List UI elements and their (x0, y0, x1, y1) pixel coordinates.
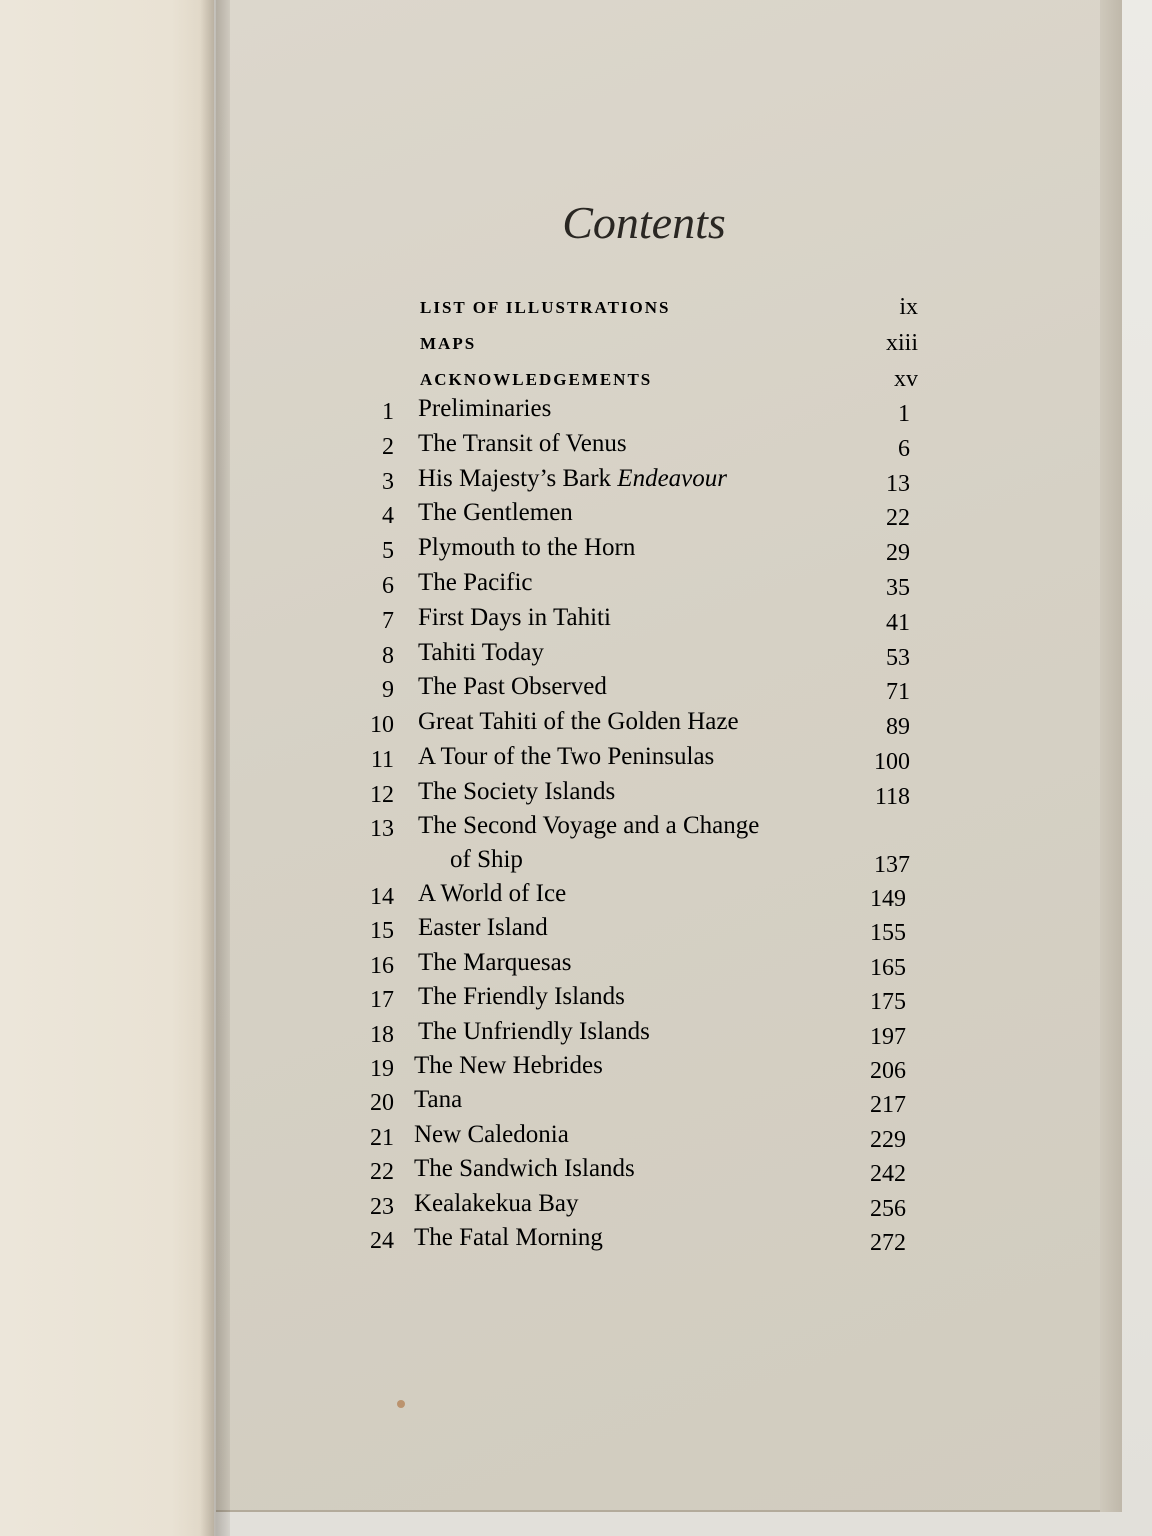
chapter-title (418, 639, 544, 667)
chapter-title-text: The Friendly Islands (418, 983, 625, 1010)
chapter-page: 155 (870, 920, 906, 946)
chapter-page: 22 (886, 505, 910, 531)
chapter-title-text: The Marquesas (418, 949, 572, 976)
chapter-title-text: Easter Island (418, 914, 548, 941)
chapter-title (418, 534, 635, 562)
chapter-page: 35 (886, 575, 910, 601)
chapter-title-text: The Society Islands (418, 778, 616, 805)
chapter-title-continued: of Ship (450, 846, 523, 873)
chapter-title-text: Tana (414, 1086, 463, 1113)
chapter-title (418, 604, 611, 632)
chapter-title-italic: Endeavour (617, 465, 727, 492)
chapter-title-text: First Days in Tahiti (418, 604, 611, 631)
chapter-number: 10 (370, 712, 394, 738)
chapter-page: 41 (886, 610, 910, 636)
chapter-title (418, 708, 739, 736)
chapter-page: 118 (874, 784, 910, 810)
chapter-page: 197 (870, 1024, 906, 1050)
chapter-title-text: His Majesty’s Bark (418, 465, 618, 492)
chapter-number: 21 (370, 1125, 394, 1151)
front-matter-page: xiii (885, 330, 918, 356)
chapter-number: 9 (382, 677, 394, 703)
chapter-page: 29 (886, 540, 910, 566)
chapter-title-text: The Pacific (418, 569, 533, 596)
chapter-number: 1 (382, 399, 394, 425)
chapter-page: 175 (870, 989, 906, 1015)
chapter-number: 11 (370, 747, 394, 773)
chapter-title (414, 1155, 635, 1183)
chapter-number: 5 (382, 538, 394, 564)
chapter-title (418, 430, 627, 458)
front-matter-label: MAPS (420, 334, 477, 353)
chapter-page: 149 (870, 886, 906, 912)
chapter-number: 18 (370, 1022, 394, 1048)
chapter-page: 1 (898, 401, 910, 427)
front-matter-page: ix (899, 294, 918, 320)
chapter-number: 22 (370, 1159, 394, 1185)
front-matter-label: ACKNOWLEDGEMENTS (420, 370, 653, 389)
chapter-title (414, 1086, 462, 1114)
chapter-title (418, 880, 566, 908)
chapter-title (414, 1224, 603, 1252)
chapter-title (418, 395, 551, 423)
chapter-title-text: The New Hebrides (414, 1052, 603, 1079)
chapter-title (418, 914, 548, 942)
chapter-title-text: The Transit of Venus (418, 430, 627, 457)
chapter-title (414, 1121, 569, 1149)
chapter-title (418, 778, 615, 806)
chapter-title-text: The Fatal Morning (414, 1224, 603, 1251)
paper-stain (397, 1400, 405, 1408)
chapter-title (418, 673, 607, 701)
chapter-page: 229 (870, 1127, 906, 1153)
front-matter-page: xv (894, 366, 918, 392)
chapter-title (418, 949, 571, 977)
chapter-page: 242 (870, 1161, 906, 1187)
chapter-title-text: The Sandwich Islands (414, 1155, 635, 1182)
chapter-number: 15 (370, 918, 394, 944)
chapter-number: 14 (370, 884, 394, 910)
chapter-title (418, 1018, 650, 1046)
chapter-number: 19 (370, 1056, 394, 1082)
chapter-number: 7 (382, 608, 394, 634)
chapter-number: 13 (370, 816, 394, 842)
chapter-title-text: The Past Observed (418, 673, 607, 700)
chapter-page: 89 (886, 714, 910, 740)
chapter-number: 24 (370, 1228, 394, 1254)
chapter-title-text: A World of Ice (418, 880, 567, 907)
chapter-page: 272 (870, 1230, 906, 1256)
chapter-title-text: New Caledonia (414, 1121, 569, 1148)
page-title: Contents (562, 197, 726, 248)
chapter-number: 4 (382, 503, 394, 529)
chapter-number: 8 (382, 643, 394, 669)
chapter-number: 20 (370, 1090, 394, 1116)
chapter-title (418, 465, 727, 493)
chapter-title (414, 1052, 603, 1080)
chapter-title (418, 983, 625, 1011)
chapter-title-text: The Gentlemen (418, 499, 573, 526)
chapter-title-text: The Second Voyage and a Change (418, 812, 760, 839)
chapter-title-text: Plymouth to the Horn (418, 534, 636, 561)
chapter-page: 71 (886, 679, 910, 705)
front-matter-label: LIST OF ILLUSTRATIONS (420, 298, 671, 317)
chapter-title-text: Great Tahiti of the Golden Haze (418, 708, 739, 735)
chapter-page: 6 (898, 436, 910, 462)
chapter-number: 16 (370, 953, 394, 979)
chapter-page: 137 (874, 852, 910, 878)
chapter-title (418, 812, 759, 840)
chapter-page: 206 (870, 1058, 906, 1084)
chapter-title-text: Kealakekua Bay (414, 1190, 579, 1217)
chapter-title (418, 499, 573, 527)
chapter-number: 12 (370, 782, 394, 808)
chapter-title-text: Preliminaries (418, 395, 552, 422)
chapter-page: 13 (886, 471, 910, 497)
chapter-page: 256 (870, 1196, 906, 1222)
chapter-title (414, 1190, 579, 1218)
chapter-title (418, 569, 533, 597)
chapter-number: 17 (370, 987, 394, 1013)
chapter-title (418, 743, 714, 771)
chapter-title-text: A Tour of the Two Peninsulas (418, 743, 715, 770)
chapter-number: 23 (370, 1194, 394, 1220)
chapter-page: 217 (870, 1092, 906, 1118)
chapter-title-text: The Unfriendly Islands (418, 1018, 650, 1045)
chapter-title-text: Tahiti Today (418, 639, 544, 666)
chapter-page: 53 (886, 645, 910, 671)
chapter-number: 3 (382, 469, 394, 495)
chapter-page: 100 (874, 749, 910, 775)
chapter-number: 6 (382, 573, 394, 599)
chapter-number: 2 (382, 434, 394, 460)
chapter-page: 165 (870, 955, 906, 981)
